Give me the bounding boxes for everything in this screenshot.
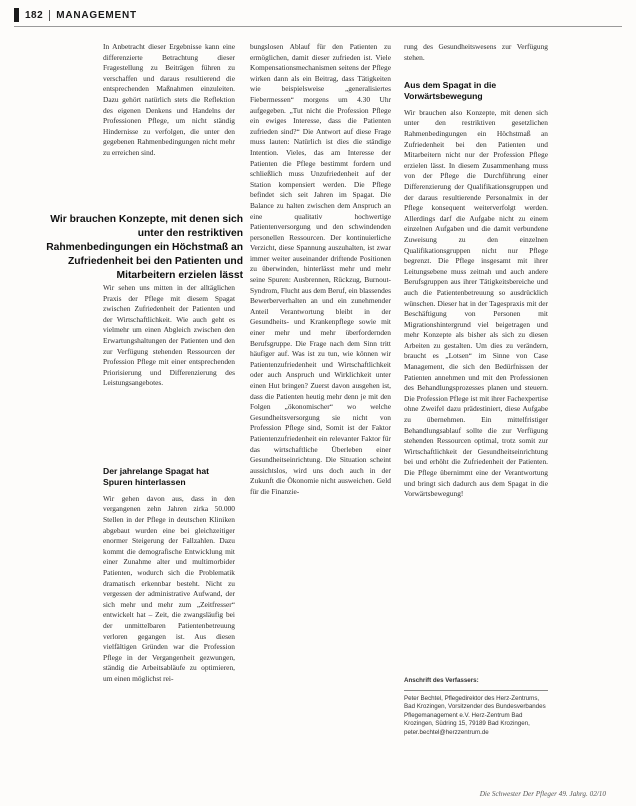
author-footnote [404, 677, 548, 738]
footnote-rule [404, 690, 548, 691]
column-1-top [103, 42, 235, 159]
paragraph: Wir sehen uns mitten in der alltäglichen Praxis der Pflege mit diesem Spagat zwischen Zufriedenheit der Patienten und der Wirtschaftlichkeit. Wie auch geht es vielmehr um einen Abgleich zwischen den Erwartungshaltungen der Patienten und den zur Verfügung stehenden Ressourcen der Profession Pflege mit einer entsprechenden Priorisierung und Differenzierung des Leistungsangebotes. [103, 283, 235, 388]
section-title: MANAGEMENT [56, 9, 137, 21]
subheading: Aus dem Spagat in die Vorwärtsbewegung [404, 80, 497, 102]
column-2 [250, 42, 391, 498]
paragraph: In Anbetracht dieser Ergebnisse kann eine differenzierte Betrachtung dieser Fragestellung zu Beiträgen führen zu verschaffen und daraus resultierend die entsprechenden Maßnahmen einzuleiten. Dazu gehört natürlich stets die Reflektion des eigenen Denkens und Handelns der Professionen Pflege, um nicht ständig Hindernisse zu verfolgen, die unter den gegebenen Rahmenbedingungen nicht mehr zu erreichen sind. [103, 42, 235, 157]
header-accent-bar [14, 8, 19, 22]
page-footer: Die Schwester Der Pfleger 49. Jahrg. 02/10 [479, 790, 606, 798]
footnote-text: Peter Bechtel, Pflegedirektor des Herz-Zentrums, Bad Krozingen, Vorsitzender des Bundesverbandes Pflegemanagement e.V. Herz-Zentrum Bad Krozingen, Südring 15, 79189 Bad Krozingen, peter.bechtel@herzzentrum.de [404, 694, 546, 736]
running-header [14, 6, 622, 24]
column-1-middle [103, 283, 235, 389]
header-rule [14, 26, 622, 27]
column-1-bottom [103, 466, 235, 685]
page-number: 182 [25, 9, 44, 21]
header-separator [49, 10, 50, 21]
column-3-top [404, 42, 548, 63]
column-3-body [404, 80, 548, 500]
subheading: Der jahrelange Spagat hat Spuren hinterlassen [103, 466, 210, 488]
paragraph: bungslosen Ablauf für den Patienten zu ermöglichen, damit dieser zufrieden ist. Viele Kompensationsmechanismen seitens der Pflege wirken dann als ein Beitrag, dass Tätigkeiten wie beispielsweise „generalisiertes Fiebermessen“ morgens um 4.30 Uhr aufgegeben. „Tut nicht die Profession Pflege ein ewiges Interesse, dass die Patienten zufrieden sind?“ Die Antwort auf diese Frage muss lauten: Natürlich ist dies die ständige Intention. Vieles, das am Interesse der Patienten die Pflege bestimmt fordern und schließlich muss Unzufriedenheit auf der Station kompensiert werden. Die Pflege befindet sich seit Jahren im Spagat. Die Balance zu halten zwischen dem Anspruch an eine qualitativ hochwertige Patientenversorgung und den schwindenden personellen Ressourcen. Der kontinuierliche Verzicht, diese Spannung auszuhalten, ist zwar immer weiter auseinander driftende Positionen zu überwinden, hinterlässt mehr und mehr seine Spuren: Ausbrennen, Rückzug, Burnout-Syndrom, Flucht aus dem Beruf, ein blassendes Bewerberverhalten an und ein zunehmender Anteil Verantwortung bleibt in der Gesundheits- und Krankenpflege sowie mit einer mehr und mehr überfordernden Berufsgruppe. Die Frage nach dem Sinn tritt häufiger auf. Was ist zu tun, wie können wir Patientenzufriedenheit und Wirtschaftlichkeit oder auch Anspruch und Wirklichkeit unter einen Hut bringen? Zuerst davon ausgehen ist, dass die Patienten heutig mehr denn je mit den Folgen „ökonomischer“ wo welche Gesundheitsversorgung sie nicht von Profession Pflege sind, Somit ist der Faktor Patientenzufriedenheit ein relevanter Faktor für das wirtschaftliche Überleben einer Gesundheitseinrichtung. Die Situation scheint aussichtslos, wird uns doch auch in der Zukunft die Ökonomie nicht ausweichen. Geld für die Finanzie- [250, 42, 391, 496]
paragraph: rung des Gesundheitswesens zur Verfügung stehen. [404, 42, 548, 62]
paragraph: Wir brauchen also Konzepte, mit denen sich unter den restriktiven gesetzlichen Rahmenbedingungen ein Höchstmaß an Zufriedenheit bei den Patienten und Mitarbeitern nicht nur der Profession Pflege erzielen lässt. In diesem Zusammenhang muss von der Pflege die Durchführung einer Differenzierung der Qualifikationsgruppen und der daraus resultierende Personalmix in der Pflege konsequent weiterverfolgt werden. Allerdings darf die Aufgabe nicht zu einem einzelnen Aufgaben und die damit verbundene Zuweisung zu den einzelnen Qualifikationsgruppen nicht nur Pflege begrenzt. Die Pflege insgesamt mit ihrer Leitungsebene muss zeitnah und auch andere Berufsgruppen aus ihrer Tätigkeitsbereiche und auch die Patientenbetreuung so ausdrücklich wünschen. Dieser hat in der Tagespraxis mit der Beschäftigung von Personen mit Migrationshintergrund viel beigetragen und mehr Konzepte als bisher als sich zu diesen Arbeiten zu gestalten. Um dies zu verändern, braucht es „Lotsen“ im Sinne von Case Management, die sich den Bedürfnissen der Patienten annehmen und mit den Professionen des Behandlungsprozesses planen und steuern. Die Profession Pflege ist mit ihrer Fachexpertise ohne Zweifel dazu prädestiniert, diese Aufgabe zu übernehmen. Ein mittelfristiger Behandlungsablauf sollte die zur Verfügung stehenden Ressourcen optimal, trotz somit zur Wirtschaftlichkeit der Gesundheitseinrichtung bei und erhöht die Zufriedenheit der Patienten. Die Pflege übernimmt eine der Verantwortung und bringt sich dadurch aus dem Spagat in die Vorwärtsbewegung! [404, 107, 548, 499]
paragraph: Wir gehen davon aus, dass in den vergangenen zehn Jahren zirka 50.000 Stellen in der Pflege in deutschen Kliniken abgebaut wurden eine bei gleichzeitiger enormer Steigerung der Fallzahlen. Dazu kommt die demografische Entwicklung mit einer Zunahme alter und multimorbider Patienten, wodurch sich die Problematik dramatisch erkennbar besteht. Nicht zu vergessen der administrative Aufwand, der sich mehr und mehr zum „Zeitfresser“ entwickelt hat – Zeit, die zwangsläufig bei der unmittelbaren Patientenbetreuung verloren gegangen ist. Aus diesen vielfältigen Gründen war die Profession Pflege in der Vergangenheit gezwungen, ständig die Arbeitsabläufe zu optimieren, um einen möglichst rei- [103, 493, 235, 683]
footnote-title: Anschrift des Verfassers: [404, 677, 479, 684]
pull-quote: Wir brauchen Konzepte, mit denen sich unter den restriktiven Rahmenbedingungen ein Höchstmaß an Zufriedenheit bei den Patienten und Mitarbeitern erzielen lässt [46, 214, 243, 281]
